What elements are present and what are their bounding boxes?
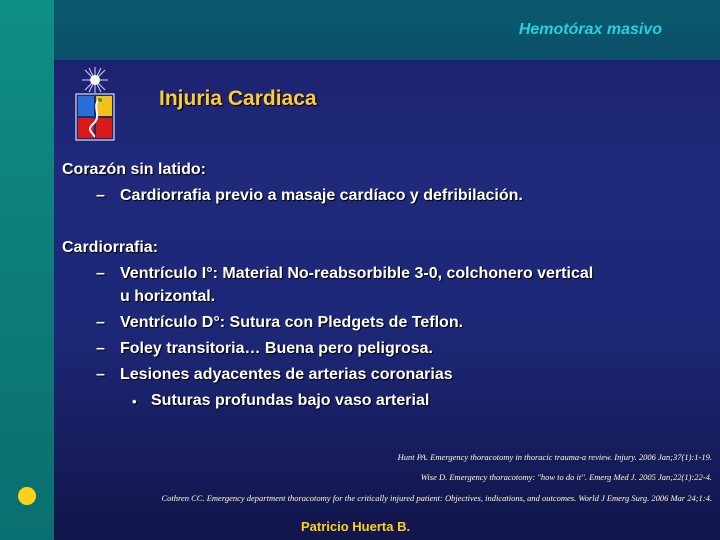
list-item-continuation: u horizontal.: [120, 288, 216, 305]
left-accent-bar: [0, 0, 54, 540]
reference-item: Cothren CC. Emergency department thoracotomy for the critically injured patient: Objectives, indications, and outcomes. World J Emerg Surg. 2006 Mar 24;1:4.: [161, 493, 712, 503]
list-item: Ventrículo I°: Material No-reabsorbible 3-0, colchonero vertical: [120, 265, 594, 282]
bullet-dash: –: [96, 265, 105, 282]
section-heading: Corazón sin latido:: [62, 161, 206, 178]
university-crest-icon: [72, 65, 118, 143]
list-item: Lesiones adyacentes de arterias coronarias: [120, 366, 453, 383]
yellow-circle-icon: [18, 487, 36, 505]
reference-item: Wise D. Emergency thoracotomy: "how to do it". Emerg Med J. 2005 Jan;22(1):22-4.: [420, 472, 712, 482]
reference-item: Hunt PA. Emergency thoracotomy in thoracic trauma-a review. Injury. 2006 Jan;37(1):1-19.: [397, 452, 712, 462]
sub-list-item: Suturas profundas bajo vaso arterial: [151, 392, 430, 409]
slide-title: Injuria Cardiaca: [159, 87, 317, 110]
author-name: Patricio Huerta B.: [301, 519, 411, 534]
bullet-dot: •: [132, 394, 137, 409]
bullet-dash: –: [96, 314, 105, 331]
list-item: Foley transitoria… Buena pero peligrosa.: [120, 340, 433, 357]
bullet-dash: –: [96, 187, 105, 204]
list-item: Cardiorrafia previo a masaje cardíaco y defribilación.: [120, 187, 523, 204]
header-title: Hemotórax masivo: [518, 21, 662, 38]
bullet-dash: –: [96, 366, 105, 383]
section-heading: Cardiorrafia:: [62, 239, 159, 256]
bullet-dash: –: [96, 340, 105, 357]
list-item: Ventrículo D°: Sutura con Pledgets de Teflon.: [120, 314, 464, 331]
